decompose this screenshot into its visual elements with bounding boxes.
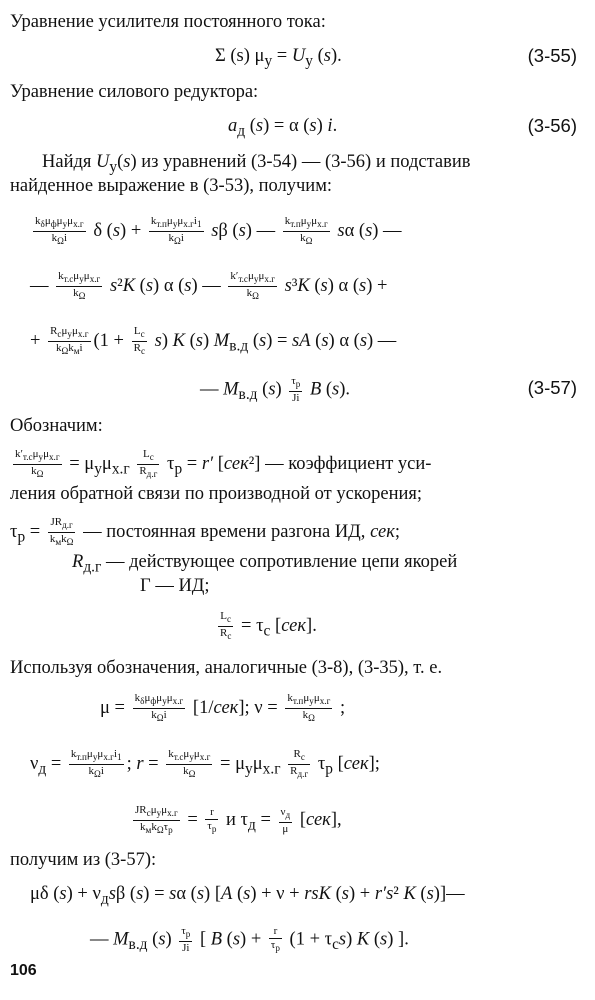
equation-number-3-56: (3-56) xyxy=(527,115,577,136)
definition-r-dg-2: Г — ИД; xyxy=(140,576,210,596)
definition-mu-nu: μ = $\frac{k_\delta\mu_ф\mu_у\mu_{х.г}}{k_\Omega i}$ [1/сек]; ν = $\frac{k_{т.п}\mu_у\mu_{х.г}}{k_\Omega}$ ; xyxy=(100,692,346,724)
paragraph-result: получим из (3-57): xyxy=(10,850,157,870)
paragraph-notation: Обозначим: xyxy=(10,416,103,436)
result-equation-line-2: — $M_{в.д}$ (s) $\frac{\tau_р}{Ji}$ [ B (s) + $\frac{r}{\tau_р}$ $(1 + \tau_cs)$ K (s) ]. xyxy=(90,925,409,955)
equation-number-3-55: (3-55) xyxy=(527,45,577,66)
paragraph-amplifier: Уравнение усилителя постоянного тока: xyxy=(10,12,326,32)
result-equation-line-1: μδ $(s) + \nu_дs\beta$ (s) = sα (s) [A (s) + ν + rsK (s) + r′s² K (s)]— xyxy=(30,884,465,908)
paragraph-substitution-1: Найдя $U_у(s)$ из уравнений (3-54) — (3-56) и подставив xyxy=(42,152,471,176)
equation-3-57-line-3: + $\frac{R_c\mu_у\mu_{х.г}}{k_\Omega k_мi}$ (1 + $\frac{L_c}{R_c}$ s) K (s) $M_{в.д}$ (s) = sA (s) α (s) — xyxy=(30,325,397,357)
definition-r-prime-2: ления обратной связи по производной от ускорения; xyxy=(10,484,423,504)
definition-r-dg-1: $R_{д.г}$ — действующее сопротивление цепи якорей xyxy=(72,552,458,576)
definition-tau-p: $\tau_р$ = $\frac{JR_{д.г}}{k_мk_\Omega}$ — постоянная времени разгона ИД, сек; xyxy=(10,516,401,548)
definition-nu-d-r: $\nu_д$ = $\frac{k_{т.п}\mu_у\mu_{х.г}i_1}{k_\Omega i}$ ; r = $\frac{k_{т.с}\mu_у\mu_{х.г}}{k_\Omega}$ = $\mu_у\mu_{х.г}$ $\frac{R_c}{R_{д.г}}$ $\tau_р$ [сек]; xyxy=(30,748,380,780)
page-number: 106 xyxy=(10,962,37,979)
definition-tau-d: $\frac{JR_c\mu_у\mu_{х.г}}{k_мk_\Omega\tau_р}$ = $\frac{r}{\tau_р}$ и $\tau_д$ = $\frac{\nu_д}{\mu}$ [сек], xyxy=(135,804,342,836)
equation-3-57-line-2: — $\frac{k_{т.с}\mu_у\mu_{х.г}}{k_\Omega}$ s²K (s) α (s) — $\frac{k'_{т.с}\mu_у\mu_{х.г}}{k_\Omega}$ s³K (s) α (s) + xyxy=(30,270,388,302)
paragraph-using-notation: Используя обозначения, аналогичные (3-8), (3-35), т. е. xyxy=(10,658,443,678)
equation-3-56: $a_д$ (s) = α (s) i. xyxy=(228,116,338,140)
equation-3-57-line-1: $\frac{k_\delta\mu_ф\mu_у\mu_{х.г}}{k_\Omega i}$ δ (s) + $\frac{k_{т.п}\mu_у\mu_{х.г}i_1}{k_\Omega i}$ sβ (s) — $\frac{k_{т.п}\mu_у\mu_{х.г}}{k_\Omega}$ sα (s) — xyxy=(35,215,402,247)
paragraph-reducer: Уравнение силового редуктора: xyxy=(10,82,259,102)
equation-number-3-57: (3-57) xyxy=(527,377,577,398)
definition-tau-c: $\frac{L_c}{R_c}$ = $\tau_c$ [сек]. xyxy=(220,610,317,642)
definition-r-prime-1: $\frac{k'_{т.с}\mu_у\mu_{х.г}}{k_\Omega}$ = $\mu_у\mu_{х.г}$ $\frac{L_c}{R_{д.г}}$ $\tau_р = r'$ [сек²] — коэффициент уси- xyxy=(15,448,432,480)
paragraph-substitution-2: найденное выражение в (3-53), получим: xyxy=(10,176,333,196)
equation-3-57-line-4: — $M_{в.д}$ (s) $\frac{\tau_р}{Ji}$ B (s). xyxy=(200,375,351,405)
equation-3-55: Σ (s) $\mu_у = U_у$ (s). xyxy=(215,46,342,70)
